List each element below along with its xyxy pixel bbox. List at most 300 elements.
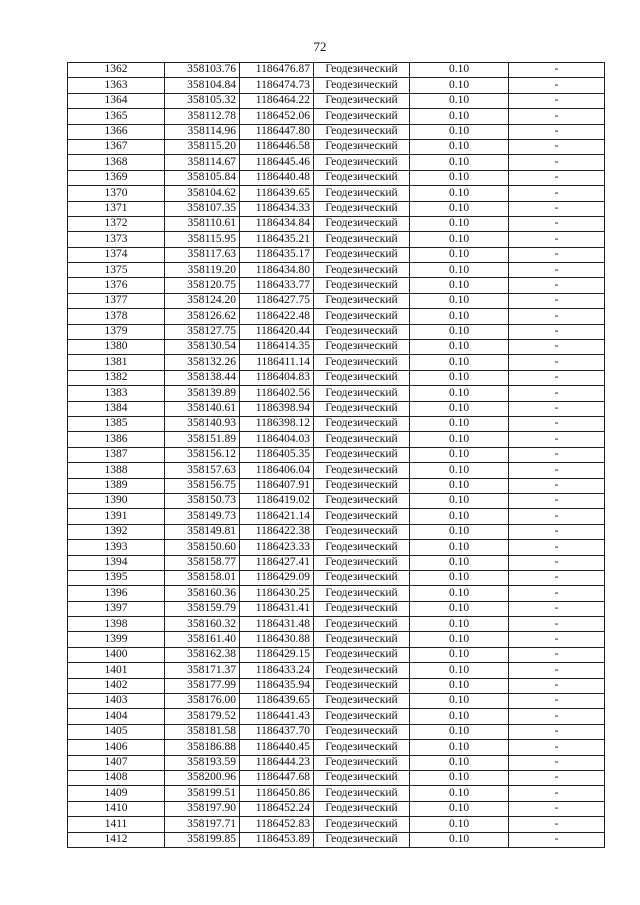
accuracy-cell: 0.10 [410,447,509,462]
y-coordinate-cell: 1186435.21 [240,232,314,247]
method-cell: Геодезический [314,124,410,139]
note-cell: - [509,232,605,247]
note-cell: - [509,632,605,647]
method-cell: Геодезический [314,201,410,216]
accuracy-cell: 0.10 [410,201,509,216]
accuracy-cell: 0.10 [410,463,509,478]
note-cell: - [509,263,605,278]
note-cell: - [509,370,605,385]
y-coordinate-cell: 1186447.80 [240,124,314,139]
table-row [68,755,605,770]
y-coordinate-cell: 1186440.48 [240,170,314,185]
method-cell: Геодезический [314,663,410,678]
method-cell: Геодезический [314,216,410,231]
y-coordinate-cell: 1186429.09 [240,570,314,585]
note-cell: - [509,278,605,293]
y-coordinate-cell: 1186437.70 [240,724,314,739]
note-cell: - [509,540,605,555]
note-cell: - [509,478,605,493]
method-cell: Геодезический [314,186,410,201]
method-cell: Геодезический [314,263,410,278]
method-cell: Геодезический [314,170,410,185]
x-coordinate-cell: 358104.84 [165,78,240,93]
table-row [68,124,605,139]
point-number-cell: 1385 [68,416,165,431]
point-number-cell: 1372 [68,216,165,231]
method-cell: Геодезический [314,370,410,385]
y-coordinate-cell: 1186474.73 [240,78,314,93]
point-number-cell: 1383 [68,386,165,401]
y-coordinate-cell: 1186414.35 [240,340,314,355]
note-cell: - [509,170,605,185]
table-row [68,278,605,293]
note-cell: - [509,63,605,78]
y-coordinate-cell: 1186452.83 [240,817,314,832]
note-cell: - [509,770,605,785]
table-row [68,416,605,431]
table-row [68,601,605,616]
x-coordinate-cell: 358114.67 [165,155,240,170]
accuracy-cell: 0.10 [410,247,509,262]
point-number-cell: 1369 [68,170,165,185]
method-cell: Геодезический [314,324,410,339]
point-number-cell: 1378 [68,309,165,324]
table-row [68,340,605,355]
note-cell: - [509,647,605,662]
method-cell: Геодезический [314,801,410,816]
y-coordinate-cell: 1186445.46 [240,155,314,170]
accuracy-cell: 0.10 [410,93,509,108]
point-number-cell: 1388 [68,463,165,478]
table-row [68,509,605,524]
table-row [68,770,605,785]
method-cell: Геодезический [314,401,410,416]
method-cell: Геодезический [314,232,410,247]
accuracy-cell: 0.10 [410,278,509,293]
table-row [68,293,605,308]
method-cell: Геодезический [314,432,410,447]
accuracy-cell: 0.10 [410,663,509,678]
method-cell: Геодезический [314,570,410,585]
note-cell: - [509,447,605,462]
accuracy-cell: 0.10 [410,586,509,601]
method-cell: Геодезический [314,524,410,539]
point-number-cell: 1400 [68,647,165,662]
point-number-cell: 1405 [68,724,165,739]
note-cell: - [509,124,605,139]
accuracy-cell: 0.10 [410,309,509,324]
point-number-cell: 1371 [68,201,165,216]
x-coordinate-cell: 358197.71 [165,817,240,832]
method-cell: Геодезический [314,555,410,570]
table-row [68,817,605,832]
x-coordinate-cell: 358140.61 [165,401,240,416]
x-coordinate-cell: 358138.44 [165,370,240,385]
y-coordinate-cell: 1186406.04 [240,463,314,478]
x-coordinate-cell: 358103.76 [165,63,240,78]
point-number-cell: 1401 [68,663,165,678]
point-number-cell: 1386 [68,432,165,447]
y-coordinate-cell: 1186411.14 [240,355,314,370]
y-coordinate-cell: 1186453.89 [240,832,314,847]
coordinates-table-body [68,63,605,848]
x-coordinate-cell: 358200.96 [165,770,240,785]
x-coordinate-cell: 358171.37 [165,663,240,678]
table-row [68,401,605,416]
y-coordinate-cell: 1186434.80 [240,263,314,278]
method-cell: Геодезический [314,694,410,709]
accuracy-cell: 0.10 [410,647,509,662]
table-row [68,386,605,401]
y-coordinate-cell: 1186441.43 [240,709,314,724]
x-coordinate-cell: 358107.35 [165,201,240,216]
point-number-cell: 1382 [68,370,165,385]
method-cell: Геодезический [314,632,410,647]
y-coordinate-cell: 1186404.03 [240,432,314,447]
method-cell: Геодезический [314,832,410,847]
method-cell: Геодезический [314,155,410,170]
note-cell: - [509,201,605,216]
accuracy-cell: 0.10 [410,601,509,616]
table-row [68,709,605,724]
y-coordinate-cell: 1186464.22 [240,93,314,108]
note-cell: - [509,601,605,616]
accuracy-cell: 0.10 [410,493,509,508]
note-cell: - [509,109,605,124]
x-coordinate-cell: 358159.79 [165,601,240,616]
x-coordinate-cell: 358199.85 [165,832,240,847]
x-coordinate-cell: 358120.75 [165,278,240,293]
point-number-cell: 1365 [68,109,165,124]
method-cell: Геодезический [314,540,410,555]
note-cell: - [509,247,605,262]
x-coordinate-cell: 358161.40 [165,632,240,647]
table-row [68,324,605,339]
point-number-cell: 1373 [68,232,165,247]
point-number-cell: 1404 [68,709,165,724]
point-number-cell: 1384 [68,401,165,416]
x-coordinate-cell: 358158.77 [165,555,240,570]
x-coordinate-cell: 358176.00 [165,694,240,709]
point-number-cell: 1387 [68,447,165,462]
method-cell: Геодезический [314,340,410,355]
point-number-cell: 1377 [68,293,165,308]
table-row [68,617,605,632]
accuracy-cell: 0.10 [410,170,509,185]
table-row [68,724,605,739]
method-cell: Геодезический [314,678,410,693]
table-row [68,555,605,570]
method-cell: Геодезический [314,78,410,93]
x-coordinate-cell: 358140.93 [165,416,240,431]
point-number-cell: 1379 [68,324,165,339]
method-cell: Геодезический [314,647,410,662]
table-row [68,493,605,508]
x-coordinate-cell: 358197.90 [165,801,240,816]
accuracy-cell: 0.10 [410,416,509,431]
y-coordinate-cell: 1186447.68 [240,770,314,785]
x-coordinate-cell: 358156.12 [165,447,240,462]
accuracy-cell: 0.10 [410,155,509,170]
point-number-cell: 1411 [68,817,165,832]
accuracy-cell: 0.10 [410,355,509,370]
table-row [68,447,605,462]
x-coordinate-cell: 358150.73 [165,493,240,508]
x-coordinate-cell: 358157.63 [165,463,240,478]
method-cell: Геодезический [314,247,410,262]
accuracy-cell: 0.10 [410,524,509,539]
method-cell: Геодезический [314,416,410,431]
method-cell: Геодезический [314,63,410,78]
point-number-cell: 1368 [68,155,165,170]
point-number-cell: 1396 [68,586,165,601]
table-row [68,78,605,93]
accuracy-cell: 0.10 [410,370,509,385]
y-coordinate-cell: 1186419.02 [240,493,314,508]
note-cell: - [509,340,605,355]
y-coordinate-cell: 1186429.15 [240,647,314,662]
y-coordinate-cell: 1186398.94 [240,401,314,416]
point-number-cell: 1374 [68,247,165,262]
accuracy-cell: 0.10 [410,770,509,785]
accuracy-cell: 0.10 [410,324,509,339]
note-cell: - [509,740,605,755]
method-cell: Геодезический [314,93,410,108]
y-coordinate-cell: 1186404.83 [240,370,314,385]
accuracy-cell: 0.10 [410,124,509,139]
method-cell: Геодезический [314,755,410,770]
note-cell: - [509,386,605,401]
y-coordinate-cell: 1186422.48 [240,309,314,324]
method-cell: Геодезический [314,386,410,401]
table-row [68,694,605,709]
point-number-cell: 1403 [68,694,165,709]
table-row [68,524,605,539]
point-number-cell: 1402 [68,678,165,693]
table-row [68,263,605,278]
point-number-cell: 1394 [68,555,165,570]
point-number-cell: 1409 [68,786,165,801]
method-cell: Геодезический [314,617,410,632]
point-number-cell: 1363 [68,78,165,93]
table-row [68,801,605,816]
note-cell: - [509,509,605,524]
method-cell: Геодезический [314,586,410,601]
note-cell: - [509,293,605,308]
note-cell: - [509,139,605,154]
table-row [68,540,605,555]
accuracy-cell: 0.10 [410,432,509,447]
method-cell: Геодезический [314,463,410,478]
accuracy-cell: 0.10 [410,817,509,832]
x-coordinate-cell: 358112.78 [165,109,240,124]
note-cell: - [509,186,605,201]
y-coordinate-cell: 1186435.17 [240,247,314,262]
note-cell: - [509,78,605,93]
method-cell: Геодезический [314,709,410,724]
x-coordinate-cell: 358179.52 [165,709,240,724]
point-number-cell: 1380 [68,340,165,355]
y-coordinate-cell: 1186421.14 [240,509,314,524]
accuracy-cell: 0.10 [410,216,509,231]
y-coordinate-cell: 1186439.65 [240,186,314,201]
y-coordinate-cell: 1186423.33 [240,540,314,555]
accuracy-cell: 0.10 [410,570,509,585]
y-coordinate-cell: 1186420.44 [240,324,314,339]
note-cell: - [509,678,605,693]
x-coordinate-cell: 358124.20 [165,293,240,308]
y-coordinate-cell: 1186434.84 [240,216,314,231]
x-coordinate-cell: 358130.54 [165,340,240,355]
x-coordinate-cell: 358149.73 [165,509,240,524]
accuracy-cell: 0.10 [410,139,509,154]
y-coordinate-cell: 1186476.87 [240,63,314,78]
table-row [68,740,605,755]
accuracy-cell: 0.10 [410,678,509,693]
accuracy-cell: 0.10 [410,617,509,632]
x-coordinate-cell: 358160.32 [165,617,240,632]
table-row [68,570,605,585]
point-number-cell: 1407 [68,755,165,770]
note-cell: - [509,324,605,339]
y-coordinate-cell: 1186431.41 [240,601,314,616]
x-coordinate-cell: 358177.99 [165,678,240,693]
accuracy-cell: 0.10 [410,786,509,801]
table-row [68,63,605,78]
note-cell: - [509,416,605,431]
coordinates-table [67,62,605,848]
point-number-cell: 1389 [68,478,165,493]
note-cell: - [509,309,605,324]
note-cell: - [509,663,605,678]
accuracy-cell: 0.10 [410,832,509,847]
x-coordinate-cell: 358149.81 [165,524,240,539]
accuracy-cell: 0.10 [410,401,509,416]
table-row [68,370,605,385]
accuracy-cell: 0.10 [410,478,509,493]
y-coordinate-cell: 1186433.24 [240,663,314,678]
note-cell: - [509,524,605,539]
table-row [68,170,605,185]
accuracy-cell: 0.10 [410,186,509,201]
note-cell: - [509,432,605,447]
note-cell: - [509,694,605,709]
point-number-cell: 1362 [68,63,165,78]
x-coordinate-cell: 358132.26 [165,355,240,370]
accuracy-cell: 0.10 [410,801,509,816]
x-coordinate-cell: 358110.61 [165,216,240,231]
accuracy-cell: 0.10 [410,740,509,755]
table-row [68,355,605,370]
x-coordinate-cell: 358104.62 [165,186,240,201]
note-cell: - [509,709,605,724]
table-row [68,309,605,324]
x-coordinate-cell: 358105.84 [165,170,240,185]
accuracy-cell: 0.10 [410,509,509,524]
x-coordinate-cell: 358117.63 [165,247,240,262]
point-number-cell: 1408 [68,770,165,785]
accuracy-cell: 0.10 [410,709,509,724]
table-row [68,663,605,678]
y-coordinate-cell: 1186427.75 [240,293,314,308]
x-coordinate-cell: 358181.58 [165,724,240,739]
note-cell: - [509,801,605,816]
note-cell: - [509,586,605,601]
y-coordinate-cell: 1186440.45 [240,740,314,755]
method-cell: Геодезический [314,493,410,508]
point-number-cell: 1375 [68,263,165,278]
table-row [68,832,605,847]
y-coordinate-cell: 1186446.58 [240,139,314,154]
note-cell: - [509,216,605,231]
y-coordinate-cell: 1186430.25 [240,586,314,601]
x-coordinate-cell: 358199.51 [165,786,240,801]
accuracy-cell: 0.10 [410,724,509,739]
point-number-cell: 1399 [68,632,165,647]
y-coordinate-cell: 1186407.91 [240,478,314,493]
accuracy-cell: 0.10 [410,63,509,78]
y-coordinate-cell: 1186402.56 [240,386,314,401]
accuracy-cell: 0.10 [410,386,509,401]
method-cell: Геодезический [314,139,410,154]
method-cell: Геодезический [314,309,410,324]
table-row [68,647,605,662]
y-coordinate-cell: 1186450.86 [240,786,314,801]
note-cell: - [509,93,605,108]
point-number-cell: 1391 [68,509,165,524]
accuracy-cell: 0.10 [410,632,509,647]
table-row [68,586,605,601]
method-cell: Геодезический [314,447,410,462]
accuracy-cell: 0.10 [410,340,509,355]
y-coordinate-cell: 1186422.38 [240,524,314,539]
point-number-cell: 1364 [68,93,165,108]
method-cell: Геодезический [314,355,410,370]
note-cell: - [509,724,605,739]
y-coordinate-cell: 1186452.24 [240,801,314,816]
method-cell: Геодезический [314,278,410,293]
point-number-cell: 1412 [68,832,165,847]
note-cell: - [509,755,605,770]
x-coordinate-cell: 358151.89 [165,432,240,447]
table-row [68,432,605,447]
table-row [68,463,605,478]
accuracy-cell: 0.10 [410,755,509,770]
x-coordinate-cell: 358193.59 [165,755,240,770]
note-cell: - [509,355,605,370]
note-cell: - [509,832,605,847]
note-cell: - [509,570,605,585]
note-cell: - [509,786,605,801]
y-coordinate-cell: 1186431.48 [240,617,314,632]
point-number-cell: 1376 [68,278,165,293]
accuracy-cell: 0.10 [410,293,509,308]
x-coordinate-cell: 358156.75 [165,478,240,493]
table-row [68,139,605,154]
accuracy-cell: 0.10 [410,694,509,709]
y-coordinate-cell: 1186398.12 [240,416,314,431]
x-coordinate-cell: 358162.38 [165,647,240,662]
x-coordinate-cell: 358115.20 [165,139,240,154]
method-cell: Геодезический [314,740,410,755]
point-number-cell: 1367 [68,139,165,154]
note-cell: - [509,555,605,570]
note-cell: - [509,817,605,832]
method-cell: Геодезический [314,817,410,832]
x-coordinate-cell: 358115.95 [165,232,240,247]
point-number-cell: 1392 [68,524,165,539]
x-coordinate-cell: 358160.36 [165,586,240,601]
